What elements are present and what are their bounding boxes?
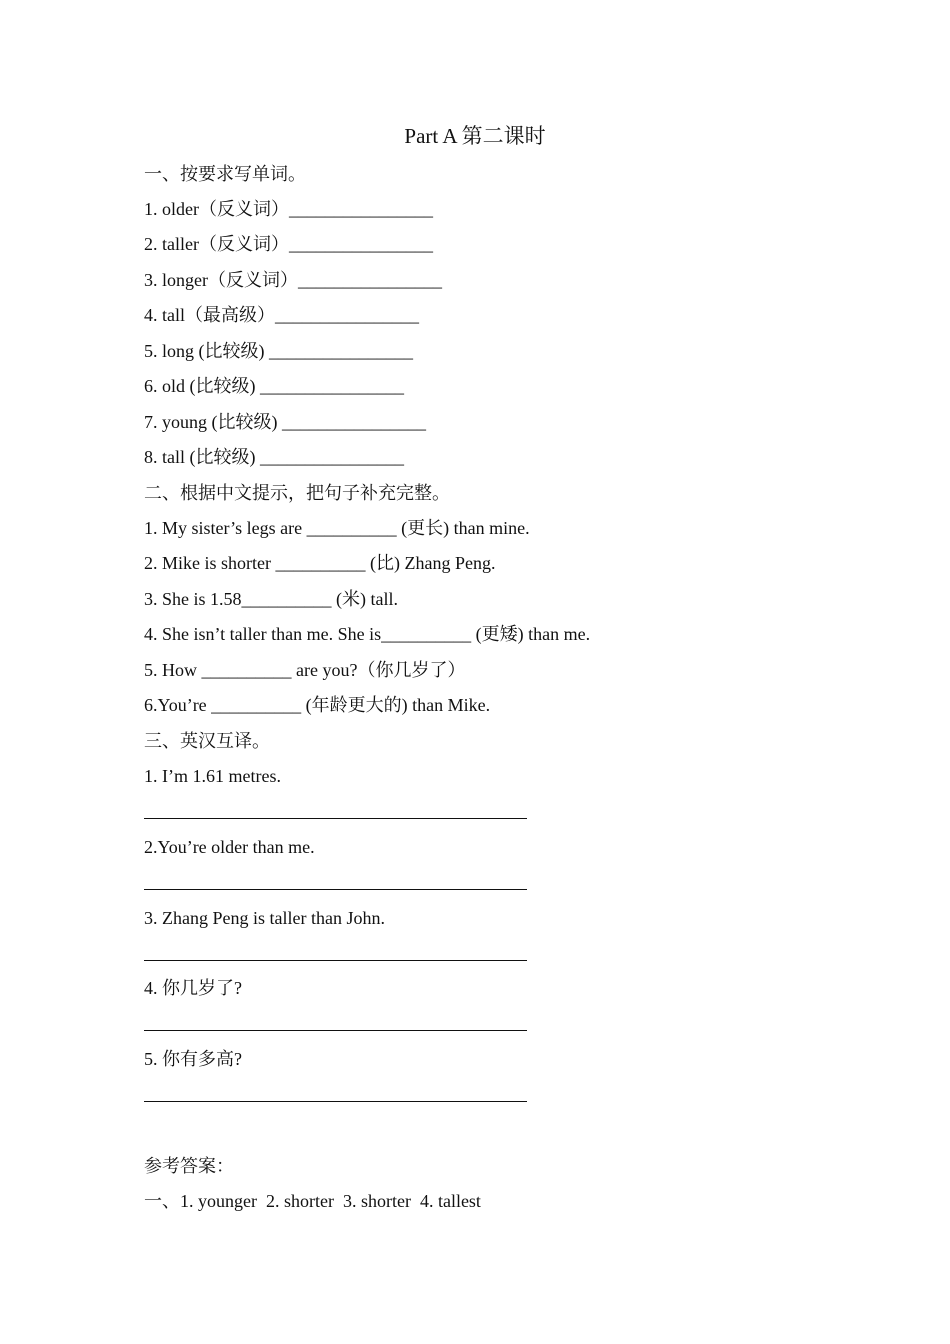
section2-heading: 二、根据中文提示，把句子补充完整。	[144, 483, 450, 503]
section1-heading: 一、按要求写单词。	[144, 164, 306, 184]
answer-blank-2[interactable]	[144, 889, 527, 890]
section1-item-1: 1. older（反义词）________________	[144, 199, 433, 219]
section1-item-4: 4. tall（最高级）________________	[144, 305, 419, 325]
section1-item-8: 8. tall (比较级) ________________	[144, 447, 404, 467]
section3-item-3: 3. Zhang Peng is taller than John.	[144, 908, 385, 928]
section1-item-6: 6. old (比较级) ________________	[144, 376, 404, 396]
section2-item-6: 6.You’re __________ (年龄更大的) than Mike.	[144, 695, 491, 715]
answer-blank-1[interactable]	[144, 818, 527, 819]
section2-item-1: 1. My sister’s legs are __________ (更长) than mine.	[144, 518, 530, 538]
section2-item-4: 4. She isn’t taller than me. She is__________ (更矮) than me.	[144, 624, 591, 644]
section2-item-3: 3. She is 1.58__________ (米) tall.	[144, 589, 398, 609]
section2-item-2: 2. Mike is shorter __________ (比) Zhang Peng.	[144, 553, 496, 573]
section3-item-2: 2.You’re older than me.	[144, 837, 315, 857]
section3-heading: 三、英汉互译。	[144, 731, 270, 751]
section1-item-2: 2. taller（反义词）________________	[144, 234, 433, 254]
section1-item-3: 3. longer（反义词）________________	[144, 270, 442, 290]
answer-blank-3[interactable]	[144, 960, 527, 961]
page-title: Part A 第二课时	[404, 124, 546, 148]
section3-item-5: 5. 你有多高?	[144, 1049, 242, 1069]
answers-heading: 参考答案：	[144, 1156, 234, 1176]
section2-item-5: 5. How __________ are you?（你几岁了）	[144, 660, 466, 680]
section1-item-7: 7. young (比较级) ________________	[144, 412, 426, 432]
section1-item-5: 5. long (比较级) ________________	[144, 341, 413, 361]
answer-blank-4[interactable]	[144, 1030, 527, 1031]
answers-line-1: 一、1. younger 2. shorter 3. shorter 4. tallest	[144, 1191, 481, 1211]
answer-blank-5[interactable]	[144, 1101, 527, 1102]
section3-item-4: 4. 你几岁了?	[144, 978, 242, 998]
section3-item-1: 1. I’m 1.61 metres.	[144, 766, 281, 786]
